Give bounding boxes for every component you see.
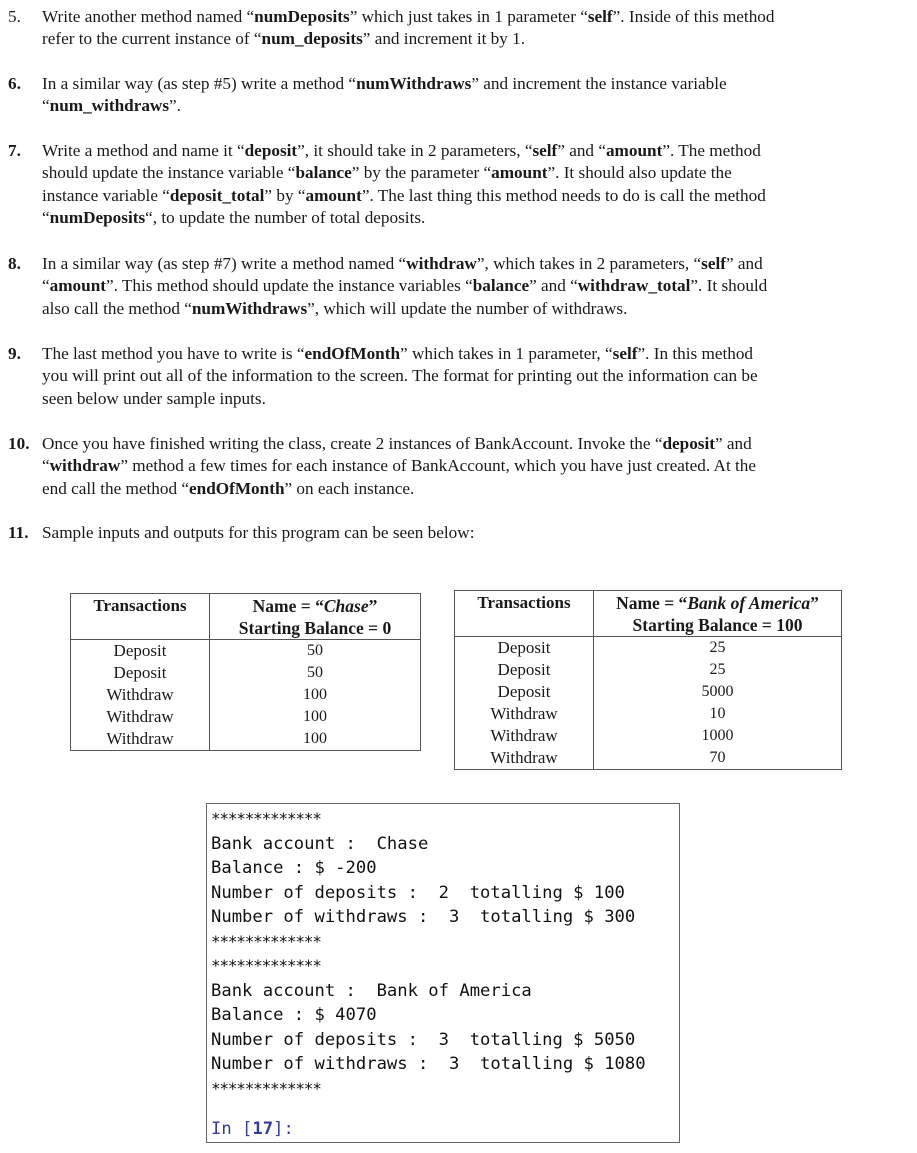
step-10	[8, 433, 888, 500]
step-text	[42, 140, 888, 230]
transaction-amounts	[210, 640, 420, 750]
separator-stars: *************	[211, 956, 321, 975]
transaction-amount: 100	[303, 686, 327, 703]
transaction-type: Withdraw	[106, 729, 174, 748]
step-line: The last method you have to write is “endOfMonth” which takes in 1 parameter, “self”. In this method	[42, 344, 754, 363]
transaction-type: Deposit	[497, 638, 551, 657]
transaction-type: Withdraw	[490, 726, 558, 745]
step-number: 5.	[8, 7, 21, 26]
transaction-type: Deposit	[497, 682, 551, 701]
step-text	[42, 522, 888, 544]
transaction-amount: 70	[709, 749, 726, 766]
starting-balance: Starting Balance = 100	[632, 615, 803, 635]
step-6	[8, 73, 888, 118]
withdraws-line: Number of withdraws : 3 totalling $ 300	[211, 907, 636, 927]
step-number: 9.	[8, 344, 21, 363]
step-number: 11.	[8, 523, 29, 542]
bank-name: Bank of America	[687, 593, 811, 613]
step-9	[8, 343, 888, 410]
table-header-row	[71, 594, 421, 640]
step-line: “amount”. This method should update the instance variables “balance” and “withdraw_total”. It should	[42, 276, 768, 296]
step-line: should update the instance variable “balance” by the parameter “amount”. It should also update the	[42, 163, 732, 183]
transactions-header: Transactions	[455, 591, 594, 637]
step-text	[42, 6, 888, 51]
transaction-amount: 100	[303, 708, 327, 725]
transaction-type: Withdraw	[490, 748, 558, 767]
step-8	[8, 253, 888, 320]
step-line: “numDeposits“, to update the number of total deposits.	[42, 208, 426, 228]
table-body-row	[455, 637, 842, 770]
step-line: Once you have finished writing the class, create 2 instances of BankAccount. Invoke the “deposit” and	[42, 434, 752, 453]
transaction-type: Deposit	[113, 641, 167, 660]
transaction-amount: 1000	[701, 727, 734, 744]
transaction-amount: 50	[307, 664, 323, 681]
table-header-row	[455, 591, 842, 637]
deposits-line: Number of deposits : 3 totalling $ 5050	[211, 1029, 636, 1050]
transaction-type: Deposit	[113, 663, 167, 682]
transaction-amount: 100	[303, 730, 327, 747]
step-text	[42, 73, 888, 118]
transaction-type: Withdraw	[106, 685, 174, 704]
withdraws-line: Number of withdraws : 3 totalling $ 1080	[211, 1054, 646, 1074]
step-text	[42, 433, 888, 500]
transaction-type: Deposit	[497, 660, 551, 679]
step-line: Write another method named “numDeposits” which just takes in 1 parameter “self”. Inside of this method	[42, 7, 775, 26]
separator-stars: *************	[211, 931, 321, 951]
step-11	[8, 522, 888, 544]
step-7	[8, 140, 888, 230]
step-5	[8, 6, 888, 51]
separator-stars: *************	[211, 1078, 321, 1098]
step-line: refer to the current instance of “num_deposits” and increment it by 1.	[42, 29, 526, 49]
step-line: In a similar way (as step #7) write a method named “withdraw”, which takes in 2 parameters, “self” and	[42, 254, 763, 273]
step-line: “num_withdraws”.	[42, 96, 181, 116]
step-number: 6.	[8, 74, 21, 93]
step-line: instance variable “deposit_total” by “amount”. The last thing this method needs to do is call the method	[42, 185, 766, 205]
transaction-amounts	[594, 637, 841, 769]
prompt-number: 17	[252, 1119, 274, 1139]
step-line: seen below under sample inputs.	[42, 388, 266, 408]
input-prompt[interactable]: In [17]:	[211, 1119, 294, 1139]
boa-transactions-table	[454, 590, 842, 770]
transaction-types	[455, 637, 593, 769]
account-name-line: Bank account : Chase	[211, 833, 429, 854]
step-number: 8.	[8, 254, 21, 273]
step-line: also call the method “numWithdraws”, which will update the number of withdraws.	[42, 298, 628, 318]
separator-stars: *************	[211, 809, 321, 828]
starting-balance: Starting Balance = 0	[238, 618, 392, 638]
transaction-amount: 25	[709, 639, 726, 656]
account-name-line: Bank account : Bank of America	[211, 980, 532, 1001]
bank-name-header: Name = “Chase” Starting Balance = 0	[210, 594, 421, 640]
step-line: Write a method and name it “deposit”, it should take in 2 parameters, “self” and “amount”. The method	[42, 141, 761, 160]
bank-name-header: Name = “Bank of America” Starting Balance = 100	[594, 591, 842, 637]
console-output	[206, 803, 680, 1143]
step-text	[42, 343, 888, 410]
chase-transactions-table	[70, 593, 421, 751]
transaction-type: Withdraw	[106, 707, 174, 726]
transaction-amount: 50	[307, 642, 323, 659]
balance-line: Balance : $ -200	[211, 858, 377, 878]
step-line: Sample inputs and outputs for this program can be seen below:	[42, 523, 475, 542]
transaction-amount: 10	[709, 705, 726, 722]
transaction-amount: 25	[709, 661, 726, 678]
step-line: end call the method “endOfMonth” on each instance.	[42, 478, 415, 498]
table-body-row	[71, 640, 421, 751]
transaction-type: Withdraw	[490, 704, 558, 723]
transaction-types	[71, 640, 209, 750]
transaction-amount: 5000	[701, 683, 734, 700]
bank-name: Chase	[323, 596, 369, 616]
step-line: In a similar way (as step #5) write a method “numWithdraws” and increment the instance variable	[42, 74, 727, 93]
transactions-header: Transactions	[71, 594, 210, 640]
step-line: you will print out all of the information to the screen. The format for printing out the information can be	[42, 366, 758, 386]
step-line: “withdraw” method a few times for each instance of BankAccount, which you have just created. At the	[42, 456, 757, 476]
balance-line: Balance : $ 4070	[211, 1005, 377, 1025]
step-number: 10.	[8, 434, 30, 453]
step-text	[42, 253, 888, 320]
step-number: 7.	[8, 141, 21, 160]
deposits-line: Number of deposits : 2 totalling $ 100	[211, 882, 625, 903]
